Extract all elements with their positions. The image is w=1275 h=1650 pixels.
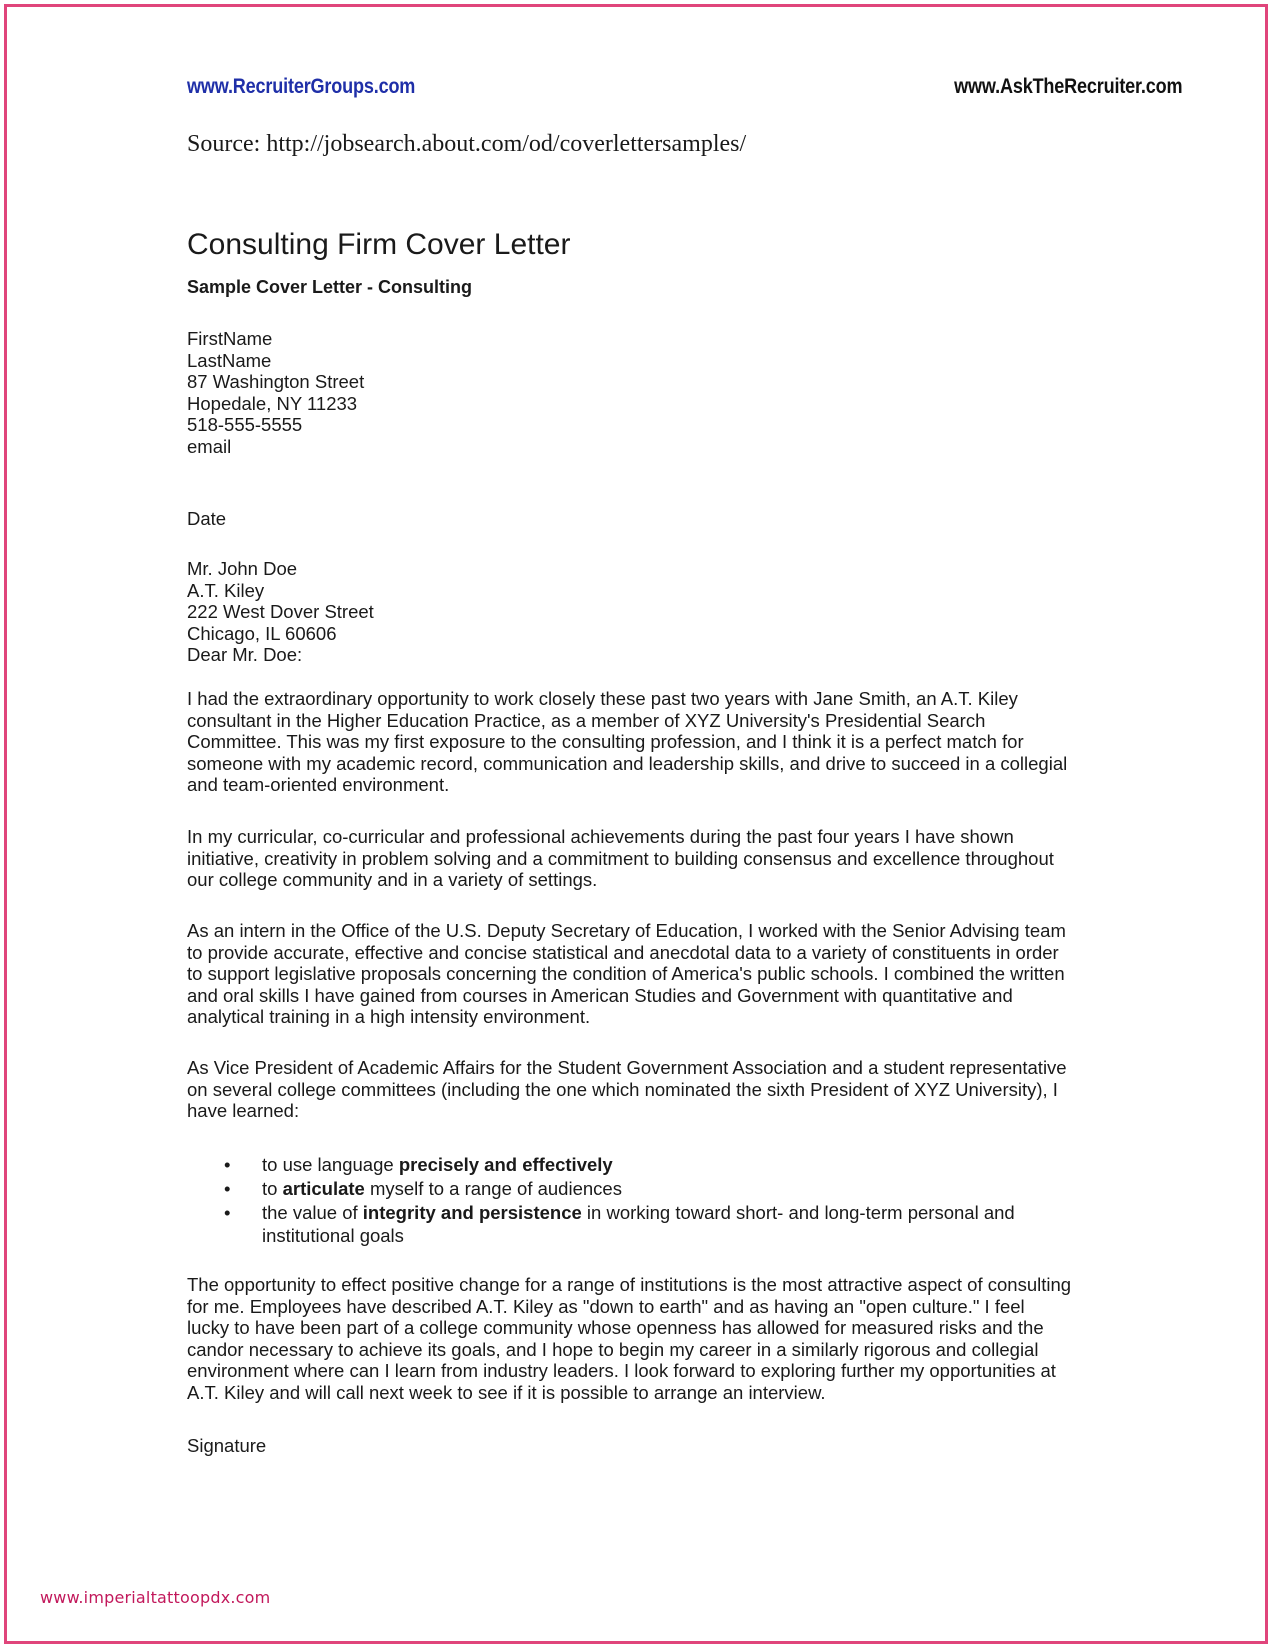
- bullet-text-pre: to use language: [262, 1154, 399, 1175]
- source-line: Source: http://jobsearch.about.com/od/coverlettersamples/: [187, 131, 747, 157]
- paragraph-line: our college community and in a variety of settings.: [187, 869, 598, 891]
- sender-last-name: LastName: [187, 349, 272, 371]
- sender-phone: 518-555-5555: [187, 414, 303, 436]
- footer-watermark-link[interactable]: www.imperialtattoopdx.com: [40, 1588, 271, 1607]
- recipient-street: 222 West Dover Street: [187, 601, 374, 623]
- bullet-text-bold: integrity and persistence: [362, 1202, 582, 1223]
- paragraph-2: [187, 826, 1087, 891]
- bullet-text-pre: the value of: [262, 1202, 363, 1223]
- list-item: [187, 1153, 1087, 1177]
- paragraph-line: candor necessary to achieve its goals, and I hope to begin my career in a similarly rigorous and collegial: [187, 1338, 1039, 1360]
- bullet-text-bold: precisely and effectively: [398, 1154, 613, 1175]
- recipient-name: Mr. John Doe: [187, 558, 298, 579]
- sender-address-block: [187, 328, 1087, 458]
- header-recruitergroups-link[interactable]: www.RecruiterGroups.com: [187, 75, 416, 98]
- paragraph-line: The opportunity to effect positive change for a range of institutions is the most attractive aspect of consulting: [187, 1274, 1072, 1295]
- paragraph-1: [187, 688, 1087, 796]
- paragraph-line: A.T. Kiley and will call next week to see if it is possible to arrange an interview.: [187, 1381, 826, 1403]
- paragraph-line: and oral skills I have gained from courses in American Studies and Government with quantitative and: [187, 984, 1013, 1006]
- bullet-text-post: in working toward short- and long-term personal and: [581, 1202, 1015, 1223]
- skills-bullet-list: [187, 1153, 1087, 1247]
- bullet-text-pre: to: [262, 1178, 283, 1199]
- signature-text: Signature: [187, 1435, 267, 1456]
- paragraph-line: As Vice President of Academic Affairs for the Student Government Association and a student representative: [187, 1057, 1067, 1078]
- paragraph-line: As an intern in the Office of the U.S. Deputy Secretary of Education, I worked with the Senior Advising team: [187, 920, 1066, 941]
- paragraph-3: [187, 920, 1087, 1028]
- sender-email: email: [187, 435, 232, 457]
- list-item: [187, 1201, 1087, 1247]
- paragraph-5: [187, 1274, 1087, 1404]
- recipient-address-block: [187, 558, 1087, 666]
- bullet-text-bold: articulate: [282, 1178, 365, 1199]
- paragraph-line: initiative, creativity in problem solving and a commitment to building consensus and excellence throughout: [187, 847, 1054, 869]
- paragraph-line: lucky to have been part of a college community whose openness has allowed for measured risks and the: [187, 1317, 1044, 1339]
- paragraph-line: I had the extraordinary opportunity to work closely these past two years with Jane Smith, an A.T. Kiley: [187, 688, 1018, 709]
- paragraph-line: consultant in the Higher Education Practice, as a member of XYZ University's Presidential Search: [187, 709, 986, 731]
- paragraph-4: [187, 1057, 1087, 1122]
- list-item: [187, 1177, 1087, 1201]
- paragraph-line: on several college committees (including the one which nominated the sixth President of XYZ University), I: [187, 1078, 1058, 1100]
- page-title: Consulting Firm Cover Letter: [187, 228, 571, 261]
- paragraph-line: In my curricular, co-curricular and professional achievements during the past four years I have shown: [187, 826, 1014, 847]
- signature-block: [187, 1435, 1087, 1457]
- paragraph-line: to support legislative proposals concerning the condition of America's public schools. I combined the written: [187, 963, 1065, 985]
- bullet-text-continuation: institutional goals: [262, 1225, 404, 1246]
- salutation: Dear Mr. Doe:: [187, 644, 303, 666]
- sender-city: Hopedale, NY 11233: [187, 392, 358, 414]
- bullet-text-post: myself to a range of audiences: [364, 1178, 622, 1199]
- recipient-city: Chicago, IL 60606: [187, 622, 337, 644]
- date-text: Date: [187, 508, 227, 529]
- header-asktherecruiter-link[interactable]: www.AskTheRecruiter.com: [953, 75, 1182, 98]
- page-subtitle: Sample Cover Letter - Consulting: [187, 277, 473, 297]
- sender-street: 87 Washington Street: [187, 371, 365, 393]
- paragraph-line: have learned:: [187, 1100, 300, 1122]
- paragraph-line: someone with my academic record, communication and leadership skills, and drive to succeed in a collegial: [187, 752, 1068, 774]
- paragraph-line: and team-oriented environment.: [187, 774, 450, 796]
- paragraph-line: Committee. This was my first exposure to the consulting profession, and I think it is a perfect match for: [187, 731, 1024, 753]
- letter-date: [187, 508, 1087, 530]
- sender-first-name: FirstName: [187, 328, 273, 349]
- bullet-icon: •: [224, 1202, 231, 1223]
- bullet-icon: •: [224, 1178, 231, 1199]
- bullet-icon: •: [224, 1154, 231, 1175]
- paragraph-line: environment where can I learn from industry leaders. I look forward to exploring further my opportunities at: [187, 1360, 1056, 1382]
- paragraph-line: analytical training in a high intensity environment.: [187, 1006, 591, 1028]
- recipient-company: A.T. Kiley: [187, 579, 265, 601]
- paragraph-line: to provide accurate, effective and concise statistical and anecdotal data to a variety of constituents in order: [187, 941, 1059, 963]
- paragraph-line: for me. Employees have described A.T. Kiley as "down to earth" and as having an "open culture." I feel: [187, 1295, 1025, 1317]
